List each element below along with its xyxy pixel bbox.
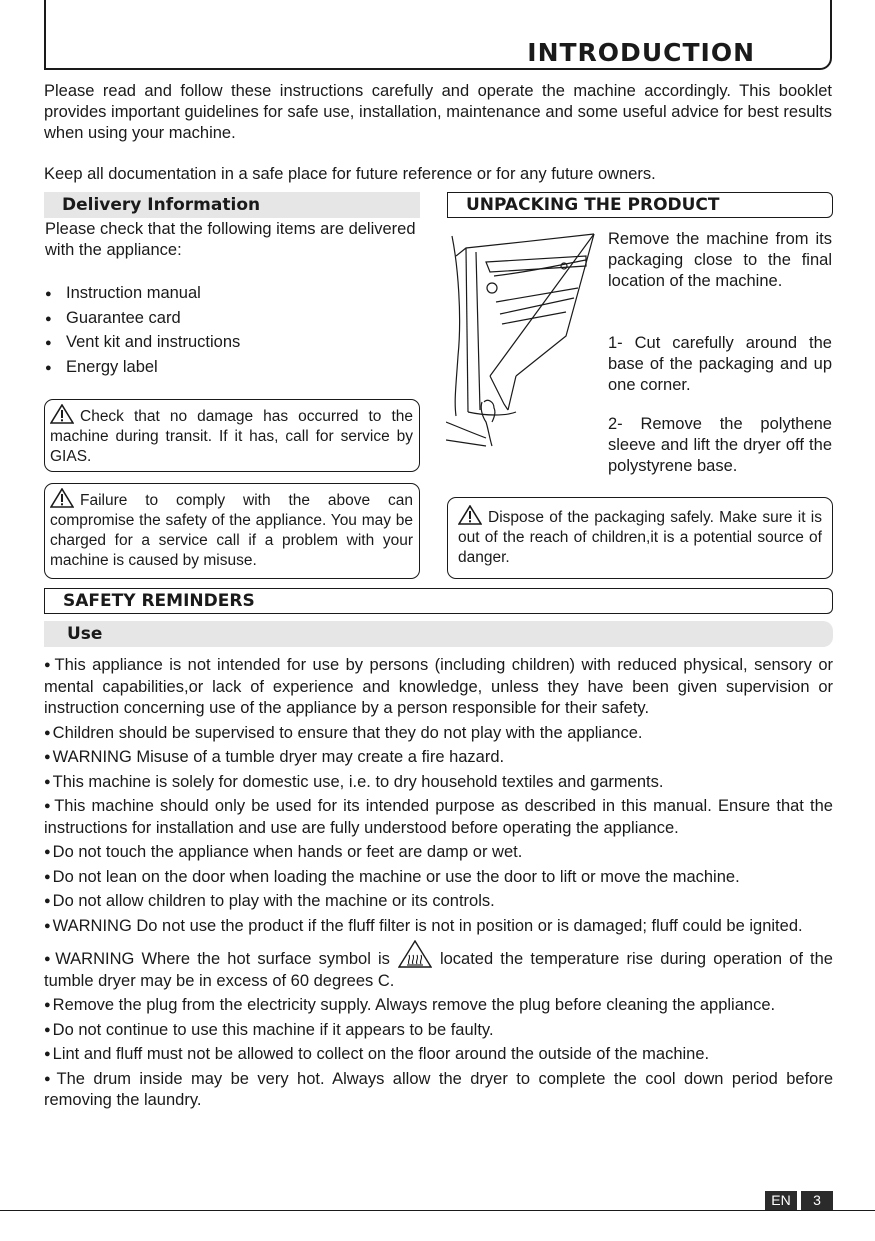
list-item: ● Instruction manual [45,284,417,309]
list-item: ● Vent kit and instructions [45,333,417,358]
list-item: ● Do not allow children to play with the machine or its controls. [44,892,495,910]
safety-items [44,655,833,1115]
unpacking-remove-text: Remove the machine from its packaging close to the final location of the machine. [608,230,832,290]
warning-icon [50,404,74,424]
delivery-text: Please check that the following items are delivered with the appliance: [45,220,416,259]
list-item: ● Children should be supervised to ensure that they do not play with the appliance. [44,723,643,742]
footer-rule [0,1210,875,1211]
unpacking-step1: 1- Cut carefully around the base of the packaging and up one corner. [608,334,832,394]
list-item: ● Remove the plug from the electricity supply. Always remove the plug before cleaning the appliance. [44,996,776,1014]
list-item: ● Do not lean on the door when loading the machine or use the door to lift or move the machine. [44,867,740,886]
list-item: ● Energy label [45,358,417,383]
intro-keep-docs: Keep all documentation in a safe place for future reference or for any future owners. [44,165,656,183]
misuse-warning-text: Failure to comply with the above can compromise the safety of the appliance. You may be charged for a service call if a problem with your machine is caused by misuse. [50,492,413,569]
warning-icon [50,488,74,508]
list-item: ● Do not touch the appliance when hands or feet are damp or wet. [44,843,523,861]
language-badge: EN [765,1191,797,1210]
packaging-warning-box [447,497,833,579]
page-number: 3 [801,1191,833,1210]
misuse-warning-box [44,483,420,579]
packaging-warning-text: Dispose of the packaging safely. Make sure it is out of the reach of children,it is a potential source of danger. [458,509,822,566]
page-title: INTRODUCTION [527,38,755,67]
list-item: ● The drum inside may be very hot. Always allow the dryer to complete the cool down period before removing the laundry. [44,1069,833,1109]
delivery-heading: Delivery Information [44,192,420,218]
hot-surface-icon [398,940,432,968]
unpacking-heading: UNPACKING THE PRODUCT [447,192,833,218]
list-item: ● This appliance is not intended for use by persons (including children) with reduced physical, sensory or mental capabilities,or lack of experience and knowledge, unless they have been given supervision or instruction concerning use of the appliance by a person responsible for their safety. [44,656,833,717]
damage-warning-box [44,399,420,472]
list-item: ● WARNING Misuse of a tumble dryer may create a fire hazard. [44,748,505,766]
unpacking-illustration [446,226,600,448]
list-item: ● WARNING Where the hot surface symbol is located the temperature rise during operation of the tumble dryer may be in excess of 60 degrees C. [44,940,833,992]
damage-warning-text: Check that no damage has occurred to the machine during transit. If it has, call for service by GIAS. [50,408,413,465]
list-item: ● Guarantee card [45,309,417,334]
list-item: ● WARNING Do not use the product if the fluff filter is not in position or is damaged; fluff could be ignited. [44,916,803,935]
intro-paragraph: Please read and follow these instructions carefully and operate the machine accordingly. This booklet provides important guidelines for safe use, installation, maintenance and some useful advice for best results when using your machine. [44,82,832,142]
unpacking-step2: 2- Remove the polythene sleeve and lift the dryer off the polystyrene base. [608,415,832,475]
use-subheading: Use [44,621,833,647]
delivery-items [45,284,417,382]
safety-heading: SAFETY REMINDERS [44,588,833,614]
list-item: ● Lint and fluff must not be allowed to collect on the floor around the outside of the machine. [44,1045,710,1063]
warning-icon [458,505,482,525]
list-item: ● Do not continue to use this machine if it appears to be faulty. [44,1020,494,1039]
list-item: ● This machine should only be used for its intended purpose as described in this manual. Ensure that the instructions for installation and use are fully understood before operating the appliance. [44,797,833,837]
list-item: ● This machine is solely for domestic use, i.e. to dry household textiles and garments. [44,772,664,791]
